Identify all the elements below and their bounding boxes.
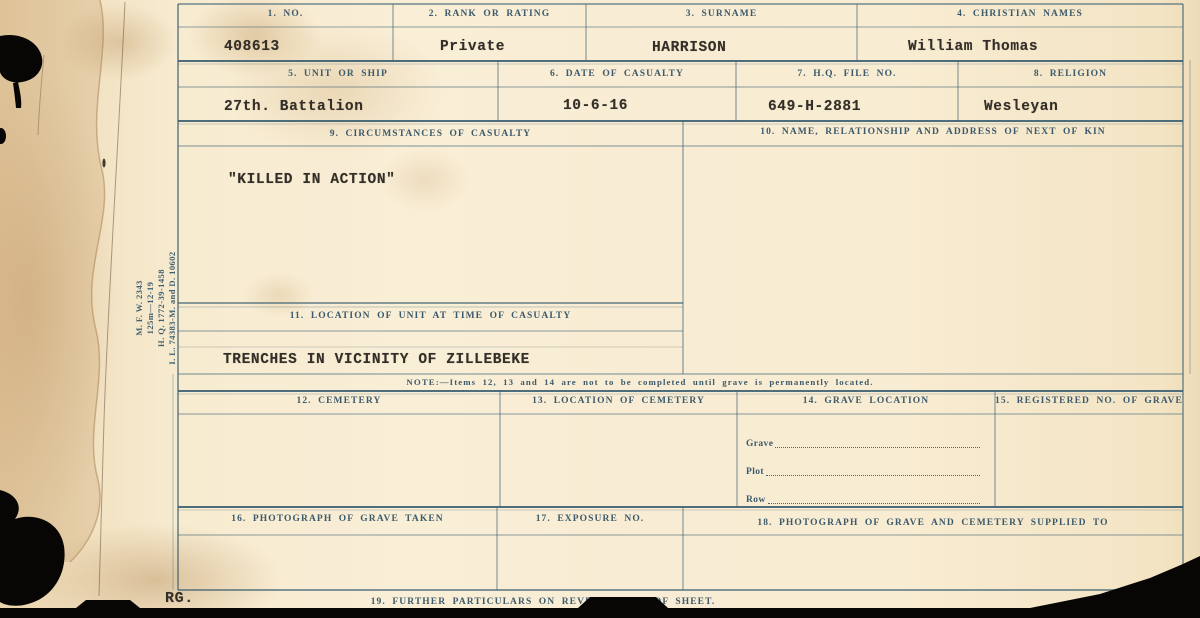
field-grave-location-label: 14. GRAVE LOCATION bbox=[802, 396, 930, 406]
value-service-number: 408613 bbox=[224, 39, 280, 55]
field-cemetery-location-label: 13. LOCATION OF CEMETERY bbox=[532, 396, 705, 406]
field-religion-label: 8. RELIGION bbox=[1033, 69, 1108, 79]
registrar-initials: RG. bbox=[165, 590, 194, 607]
stamp-line: 125m—12-19 bbox=[145, 281, 155, 335]
field-registered-no-label: 15. REGISTERED NO. OF GRAVE bbox=[995, 396, 1183, 406]
value-unit: 27th. Battalion bbox=[224, 99, 364, 115]
value-hq-file-no: 649-H-2881 bbox=[768, 99, 862, 115]
field-hq-file-label: 7. H.Q. FILE NO. bbox=[797, 69, 897, 79]
field-unit-location-label: 11. LOCATION OF UNIT AT TIME OF CASUALTY bbox=[289, 311, 572, 321]
stamp-line: H. Q. 1772-39-1458 bbox=[156, 269, 166, 347]
field-next-of-kin-label: 10. NAME, RELATIONSHIP AND ADDRESS OF NEXT OF KIN bbox=[760, 127, 1106, 137]
stamp-line: M. F. W. 2343 bbox=[134, 280, 144, 336]
field-date-label: 6. DATE OF CASUALTY bbox=[549, 69, 685, 79]
stamp-line: I. L. 74383-M. and D. 10602 bbox=[167, 251, 177, 365]
field-photo-taken-label: 16. PHOTOGRAPH OF GRAVE TAKEN bbox=[231, 514, 444, 524]
plot-word: Plot bbox=[746, 466, 764, 477]
field-exposure-no-label: 17. EXPOSURE NO. bbox=[535, 514, 645, 524]
value-rank: Private bbox=[440, 39, 506, 55]
value-unit-location: TRENCHES IN VICINITY OF ZILLEBEKE bbox=[223, 352, 530, 368]
row-word: Row bbox=[746, 494, 766, 505]
field-circumstances-label: 9. CIRCUMSTANCES OF CASUALTY bbox=[329, 129, 532, 139]
field-unit-label: 5. UNIT OR SHIP bbox=[288, 69, 388, 79]
field-rank-label: 2. RANK OR RATING bbox=[428, 9, 551, 19]
value-religion: Wesleyan bbox=[984, 99, 1059, 115]
field-surname-label: 3. SURNAME bbox=[685, 9, 758, 19]
tear-notch bbox=[0, 128, 6, 144]
tear-blob-top-left bbox=[0, 35, 42, 82]
tear-blob-bottom-left bbox=[0, 490, 65, 606]
field-no-label: 1. NO. bbox=[267, 9, 304, 19]
field-cemetery-label: 12. CEMETERY bbox=[296, 396, 382, 406]
further-particulars-line: 19. FURTHER PARTICULARS ON REVERSE SIDE OF SHEET. bbox=[370, 597, 716, 607]
note-line: NOTE:—Items 12, 13 and 14 are not to be completed until grave is permanently located. bbox=[406, 377, 874, 387]
value-christian-names: William Thomas bbox=[908, 39, 1039, 55]
value-surname: HARRISON bbox=[652, 40, 727, 56]
black-bottom-strip bbox=[0, 556, 1200, 618]
field-christian-names-label: 4. CHRISTIAN NAMES bbox=[957, 9, 1083, 19]
field-photo-supplied-label: 18. PHOTOGRAPH OF GRAVE AND CEMETERY SUPPLIED TO bbox=[757, 518, 1109, 528]
grave-word: Grave bbox=[746, 438, 774, 449]
value-date-of-casualty: 10-6-16 bbox=[563, 98, 629, 114]
value-circumstances: "KILLED IN ACTION" bbox=[228, 172, 396, 188]
tear-drip bbox=[13, 82, 21, 108]
